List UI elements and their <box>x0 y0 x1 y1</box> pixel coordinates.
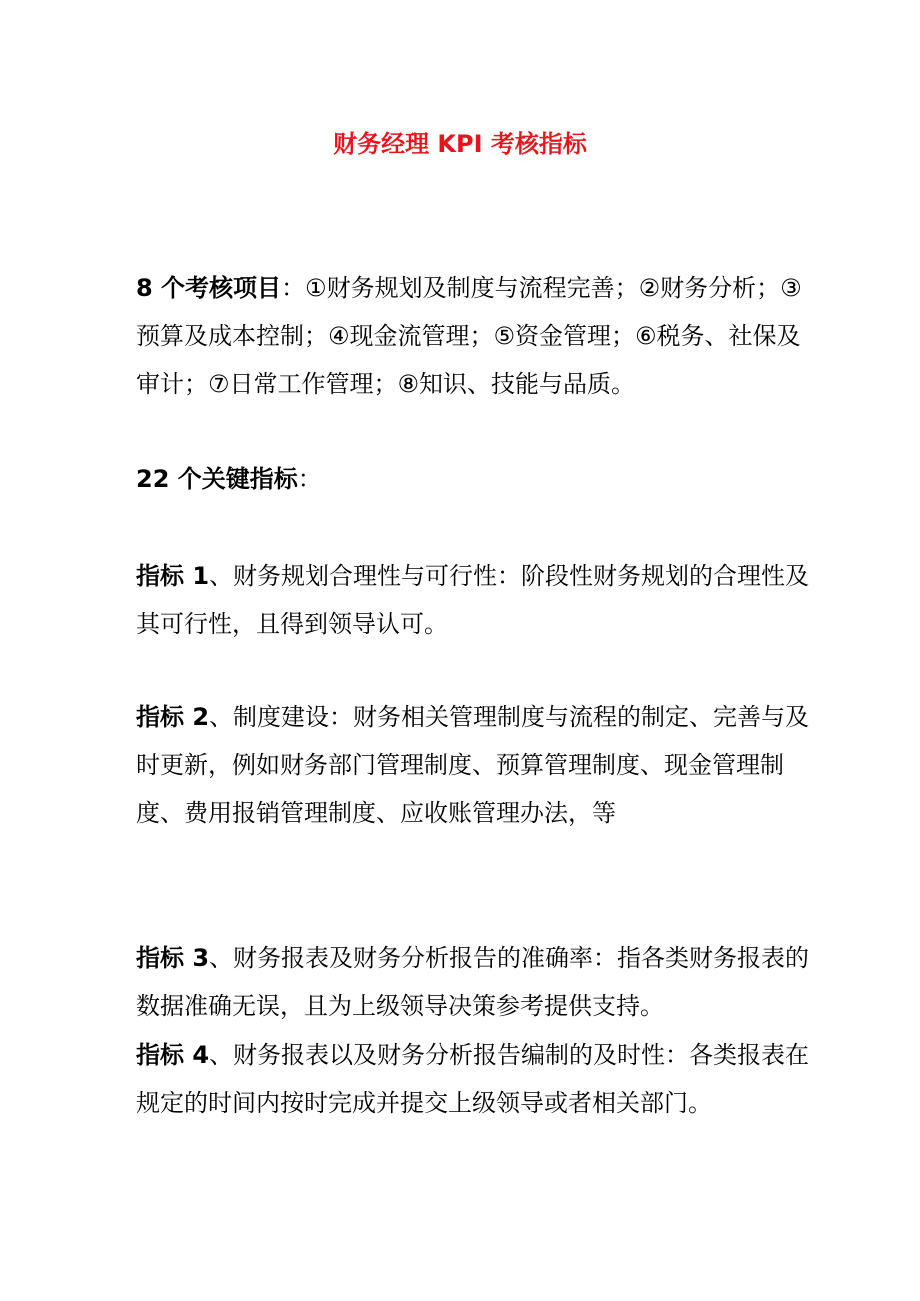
indicator-2-label: 指标 2 <box>136 703 210 731</box>
indicator-3-body: 、财务报表及财务分析报告的准确率：指各类财务报表的数据准确无误，且为上级领导决策参考提供支持。 <box>136 944 810 1020</box>
indicator-4-body: 、财务报表以及财务分析报告编制的及时性：各类报表在规定的时间内按时完成并提交上级领导或者相关部门。 <box>136 1041 810 1117</box>
indicator-3-label: 指标 3 <box>136 944 210 972</box>
indicator-3-paragraph <box>136 934 816 1030</box>
key-indicators-heading <box>136 455 816 503</box>
assessment-items-body: ：①财务规划及制度与流程完善；②财务分析；③预算及成本控制；④现金流管理；⑤资金管理；⑥税务、社保及审计；⑦日常工作管理；⑧知识、技能与品质。 <box>136 274 802 398</box>
indicator-2-paragraph <box>136 693 816 837</box>
assessment-items-lead: 8 个考核项目 <box>136 274 282 302</box>
assessment-items-paragraph <box>136 264 816 408</box>
document-title: 财务经理 KPI 考核指标 <box>333 130 587 158</box>
key-indicators-lead: 22 个关键指标 <box>136 465 298 493</box>
indicator-1-paragraph <box>136 552 816 648</box>
key-indicators-colon: ： <box>297 465 322 493</box>
indicator-2-body: 、制度建设：财务相关管理制度与流程的制定、完善与及时更新，例如财务部门管理制度、预算管理制度、现金管理制度、费用报销管理制度、应收账管理办法，等 <box>136 703 810 827</box>
indicator-1-label: 指标 1 <box>136 562 210 590</box>
indicator-4-label: 指标 4 <box>136 1041 210 1069</box>
indicator-1-body: 、财务规划合理性与可行性：阶段性财务规划的合理性及其可行性，且得到领导认可。 <box>136 562 810 638</box>
indicator-4-paragraph <box>136 1031 816 1127</box>
